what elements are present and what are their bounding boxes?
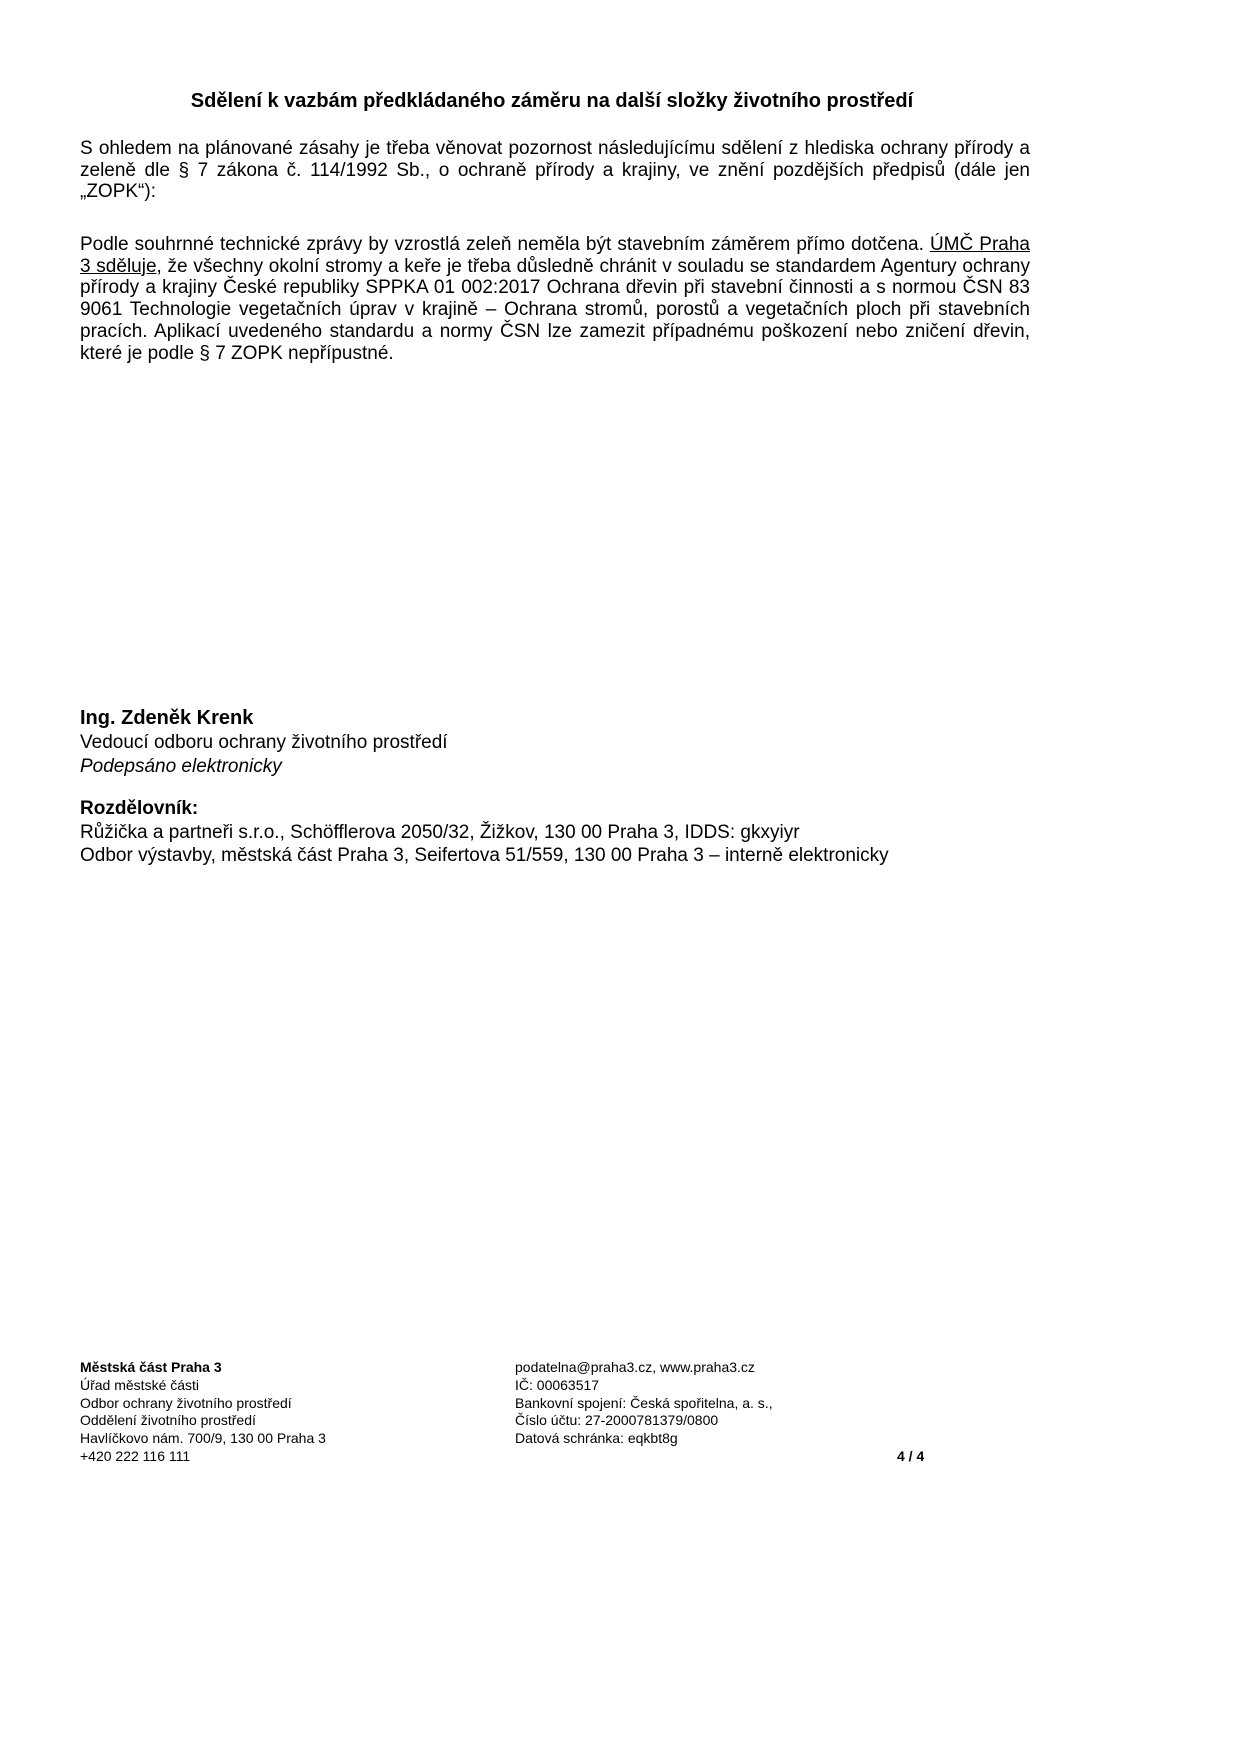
signatory-name: Ing. Zdeněk Krenk xyxy=(80,707,254,729)
paragraph-statement-intro: Podle souhrnné technické zprávy by vzrostlá zeleň neměla být stavebním záměrem přímo dotčena. xyxy=(80,234,924,255)
distribution-heading: Rozdělovník: xyxy=(80,798,199,819)
footer-contact-info xyxy=(515,1359,773,1448)
footer-org-name: Městská část Praha 3 xyxy=(80,1359,222,1375)
signed-electronically: Podepsáno elektronicky xyxy=(80,756,282,777)
page-number: 4 / 4 xyxy=(897,1448,925,1464)
signature-block xyxy=(80,706,448,779)
distribution-item: Odbor výstavby, městská část Praha 3, Seifertova 51/559, 130 00 Praha 3 – interně elektronicky xyxy=(80,845,889,866)
paragraph-intro: S ohledem na plánované zásahy je třeba věnovat pozornost následujícímu sdělení z hlediska ochrany přírody a zeleně dle § 7 zákona č. 114/1992 Sb., o ochraně přírody a krajiny, ve znění pozdějších předpisů (dále jen „ZOPK“): xyxy=(80,138,1030,203)
distribution-item: Růžička a partneři s.r.o., Schöfflerova 2050/32, Žižkov, 130 00 Praha 3, IDDS: gkxyiyr xyxy=(80,821,800,843)
footer-line: Odbor ochrany životního prostředí xyxy=(80,1394,292,1411)
footer-line: Bankovní spojení: Česká spořitelna, a. s., xyxy=(515,1394,773,1411)
footer-line: Oddělení životního prostředí xyxy=(80,1412,256,1429)
paragraph-statement xyxy=(80,234,1030,364)
paragraph-statement-underlined: ÚMČ Praha 3 sděluje xyxy=(80,234,1030,277)
footer-phone: +420 222 116 111 xyxy=(80,1447,191,1464)
footer-line: Úřad městské části xyxy=(80,1376,200,1393)
footer-line: IČ: 00063517 xyxy=(515,1376,600,1393)
footer-line: Datová schránka: eqkbt8g xyxy=(515,1430,678,1447)
footer-line: Havlíčkovo nám. 700/9, 130 00 Praha 3 xyxy=(80,1430,326,1447)
footer-line: Číslo účtu: 27-2000781379/0800 xyxy=(515,1412,719,1429)
paragraph-statement-rest: , že všechny okolní stromy a keře je třeba důsledně chránit v souladu se standardem Agentury ochrany přírody a krajiny České republiky SPPKA 01 002:2017 Ochrana dřevin při stavební činnosti a s normou ČSN 83 9061 Technologie vegetačních úprav v krajině – Ochrana stromů, porostů a vegetačních ploch při stavebních pracích. Aplikací uvedeného standardu a normy ČSN lze zamezit případnému poškození nebo zničení dřevin, které je podle § 7 ZOPK nepřípustné. xyxy=(80,255,1031,364)
distribution-list xyxy=(80,797,889,868)
signatory-role: Vedoucí odboru ochrany životního prostředí xyxy=(80,732,448,753)
footer-office-info xyxy=(80,1359,326,1466)
document-title: Sdělení k vazbám předkládaného záměru na další složky životního prostředí xyxy=(190,90,914,112)
footer-email-web: podatelna@praha3.cz, www.praha3.cz xyxy=(515,1359,755,1375)
